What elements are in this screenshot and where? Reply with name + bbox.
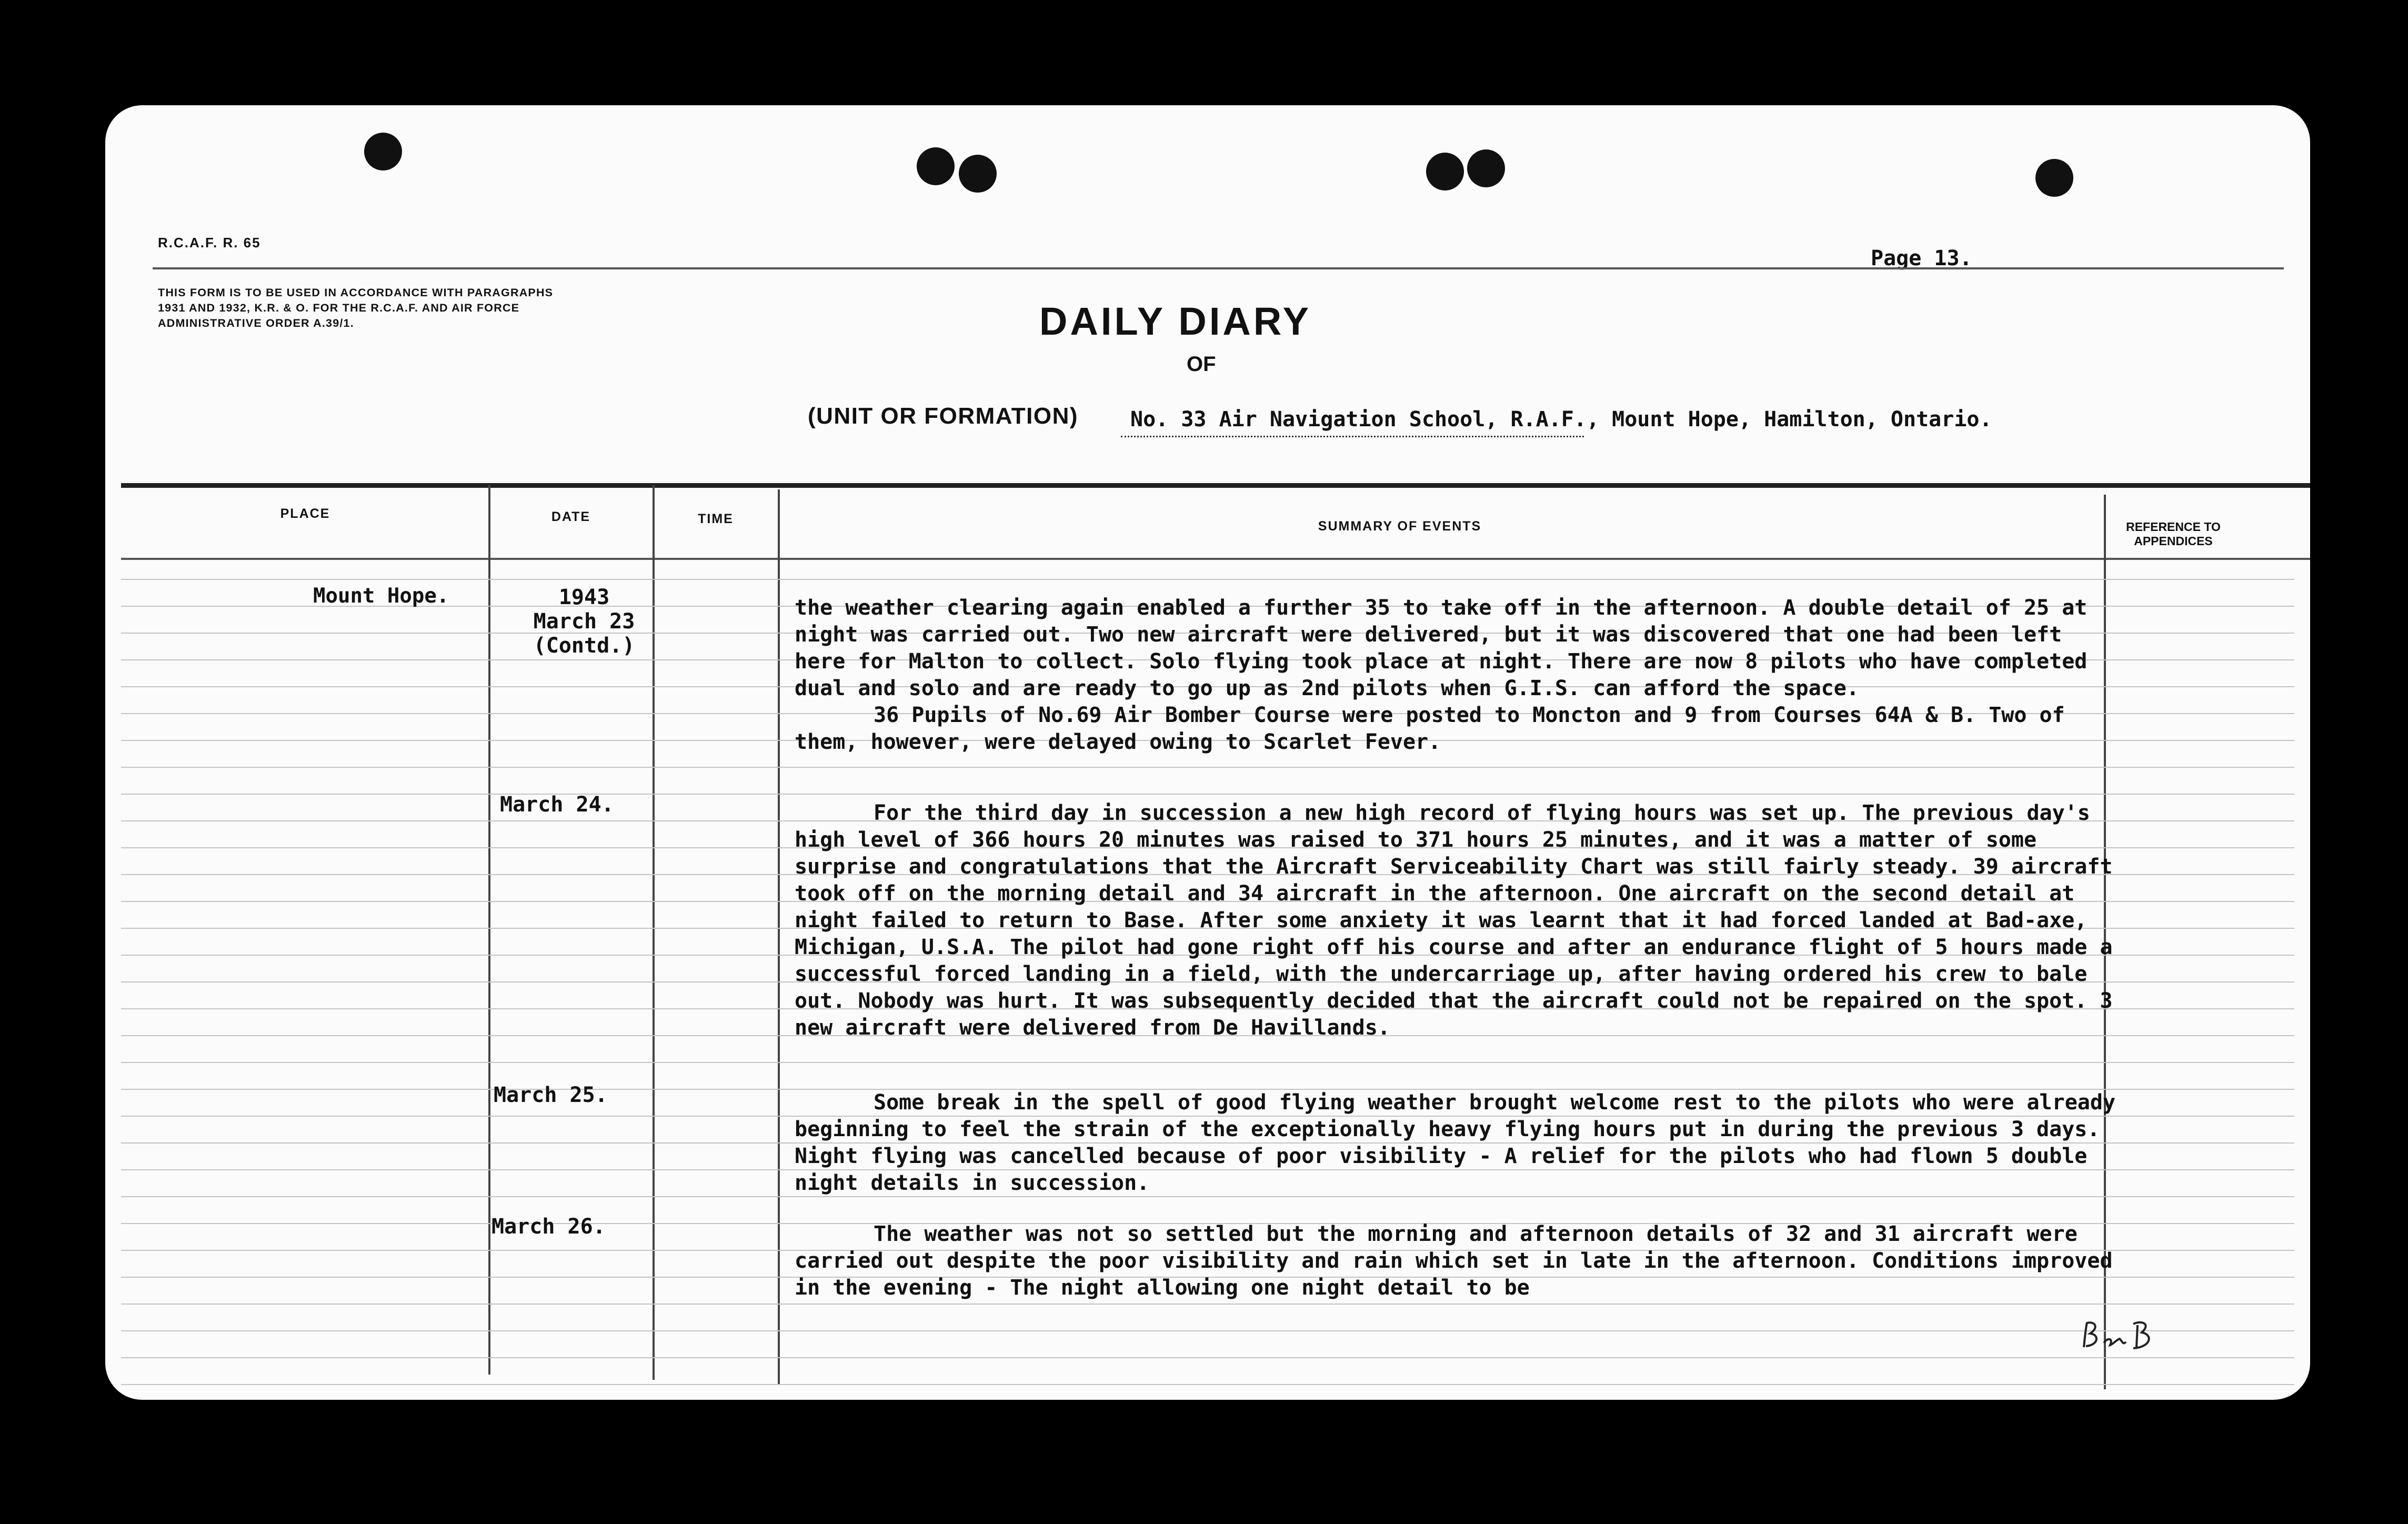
form-title: DAILY DIARY (1039, 299, 1311, 343)
punch-hole (364, 133, 402, 171)
form-number: R.C.A.F. R. 65 (158, 235, 261, 250)
summary-entry (795, 1221, 2121, 1301)
column-header-summary: SUMMARY OF EVENTS (1318, 519, 1482, 534)
unit-label: (UNIT OR FORMATION) (808, 403, 1079, 429)
date-cell: March 24. (500, 793, 614, 817)
table-top-rule (121, 483, 2310, 488)
diary-card (105, 105, 2310, 1400)
column-header-date: DATE (551, 509, 591, 524)
summary-paragraph: The weather was not so settled but the morning and afternoon details of 32 and 31 aircraft were carried out despite the poor visibility and rain which set in late in the afternoon. Conditions improved in the evening - The night allowing one night detail to be (795, 1222, 2113, 1300)
summary-entry (795, 800, 2121, 1041)
column-header-time: TIME (698, 512, 734, 526)
summary-paragraph: Some break in the spell of good flying weather brought welcome rest to the pilots who were already beginning to feel the strain of the exceptionally heavy flying hours put in during the previous 3 days. Night flying was cancelled because of poor visibility - A relief for the pilots who had flown 5 double night details in succession. (795, 1090, 2116, 1195)
punch-hole (1426, 153, 1464, 190)
punch-hole (2035, 159, 2073, 197)
column-header-reference: REFERENCE TO APPENDICES (2126, 520, 2221, 548)
date-cell: March 25. (494, 1083, 608, 1107)
summary-paragraph: 36 Pupils of No.69 Air Bomber Course were posted to Moncton and 9 from Courses 64A & B. Two of them, however, were delayed owing to Scarlet Fever. (795, 703, 2065, 754)
punch-hole (917, 147, 955, 185)
column-header-place: PLACE (280, 506, 330, 521)
unit-value: No. 33 Air Navigation School, R.A.F., Mount Hope, Hamilton, Ontario. (1130, 407, 1992, 432)
handwritten-reference-mark (2079, 1316, 2168, 1358)
header-rule (153, 267, 2284, 269)
summary-entry (795, 595, 2121, 756)
date-cell: 1943 March 23 (Contd.) (533, 585, 635, 658)
punch-hole (1467, 149, 1505, 187)
date-cell: March 26. (491, 1215, 606, 1239)
punch-hole (959, 155, 997, 193)
place-cell: Mount Hope. (313, 584, 449, 608)
summary-paragraph: For the third day in succession a new high record of flying hours was set up. The previous day's high level of 366 hours 20 minutes was raised to 371 hours 25 minutes, and it was a matter of some surprise and congratulations that the Aircraft Serviceability Chart was still fairly steady. 39 aircraft took off on the morning detail and 34 aircraft in the afternoon. One aircraft on the second detail at night failed to return to Base. After some anxiety it was learnt that it had forced landed at Bad-axe, Michigan, U.S.A. The pilot had gone right off his course and after an endurance flight of 5 hours made a successful forced landing in a field, with the undercarriage up, after having ordered his crew to bale out. Nobody was hurt. It was subsequently decided that the aircraft could not be repaired on the spot. 3 new aircraft were delivered from De Havillands. (795, 801, 2113, 1040)
form-usage-note: THIS FORM IS TO BE USED IN ACCORDANCE WITH PARAGRAPHS 1931 AND 1932, K.R. & O. FOR THE R.C.A.F. AND AIR FORCE ADMINISTRATIVE ORDER A.39/1. (158, 286, 554, 329)
of-label: OF (1187, 353, 1216, 376)
page-number: Page 13. (1871, 246, 1972, 270)
summary-paragraph: the weather clearing again enabled a further 35 to take off in the afternoon. A double detail of 25 at night was carried out. Two new aircraft were delivered, but it was discovered that one had been left here for Malton to collect. Solo flying took place at night. There are now 8 pilots who have completed dual and solo and are ready to go up as 2nd pilots when G.I.S. can afford the space. (795, 596, 2088, 700)
unit-underline (1121, 436, 1584, 437)
summary-entry (795, 1089, 2121, 1197)
table-header-rule (121, 558, 2310, 560)
